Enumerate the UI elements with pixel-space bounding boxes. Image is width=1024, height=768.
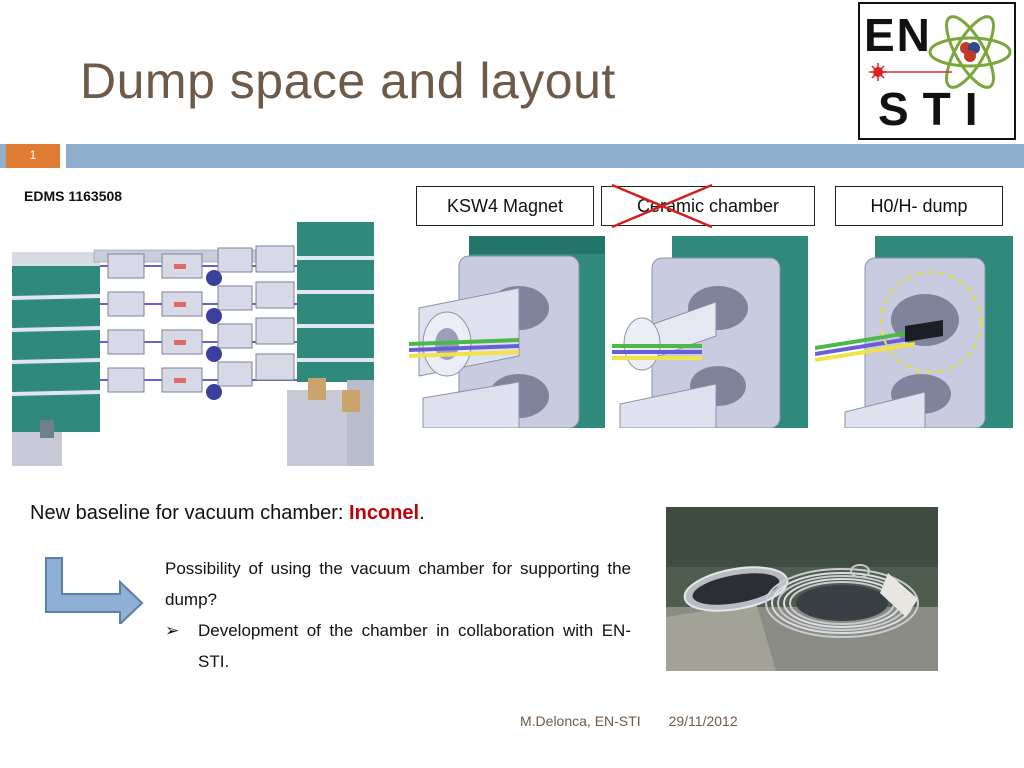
cross-out-mark bbox=[610, 183, 714, 229]
footer-date: 29/11/2012 bbox=[668, 713, 738, 729]
footer-author: M.Delonca, EN-STI bbox=[520, 713, 641, 729]
baseline-material: Inconel bbox=[349, 502, 420, 524]
label-ceramic-chamber bbox=[601, 186, 815, 226]
baseline-statement bbox=[30, 502, 425, 525]
edms-reference: EDMS 1163508 bbox=[24, 188, 123, 204]
baseline-suffix: . bbox=[419, 502, 425, 524]
slide-title: Dump space and layout bbox=[80, 53, 616, 109]
baseline-prefix: New baseline for vacuum chamber: bbox=[30, 502, 350, 524]
ceramic-chamber-view bbox=[612, 236, 808, 428]
bent-arrow-icon bbox=[42, 554, 146, 624]
label-ceramic-chamber-text: Ceramic chamber bbox=[636, 196, 780, 216]
label-h0-dump: H0/H- dump bbox=[835, 186, 1003, 226]
en-sti-logo bbox=[858, 2, 1016, 140]
accent-bar bbox=[0, 144, 1024, 168]
inconel-chamber-photo bbox=[666, 507, 938, 671]
h0-dump-view bbox=[815, 236, 1013, 428]
development-bullet bbox=[165, 615, 631, 677]
arrowhead-bullet-icon: ➢ bbox=[165, 621, 180, 640]
logo-text-en: EN bbox=[864, 9, 932, 61]
ksw4-magnet-view bbox=[409, 236, 605, 428]
dump-layout-illustration bbox=[12, 220, 374, 466]
slide-number: 1 bbox=[6, 144, 60, 168]
bullet-text: Development of the chamber in collaboration with EN-STI. bbox=[198, 621, 631, 671]
label-ksw4-magnet: KSW4 Magnet bbox=[416, 186, 594, 226]
logo-text-sti: STI bbox=[878, 83, 992, 135]
slide-footer bbox=[520, 713, 738, 729]
question-paragraph: Possibility of using the vacuum chamber for supporting the dump? bbox=[165, 559, 631, 609]
